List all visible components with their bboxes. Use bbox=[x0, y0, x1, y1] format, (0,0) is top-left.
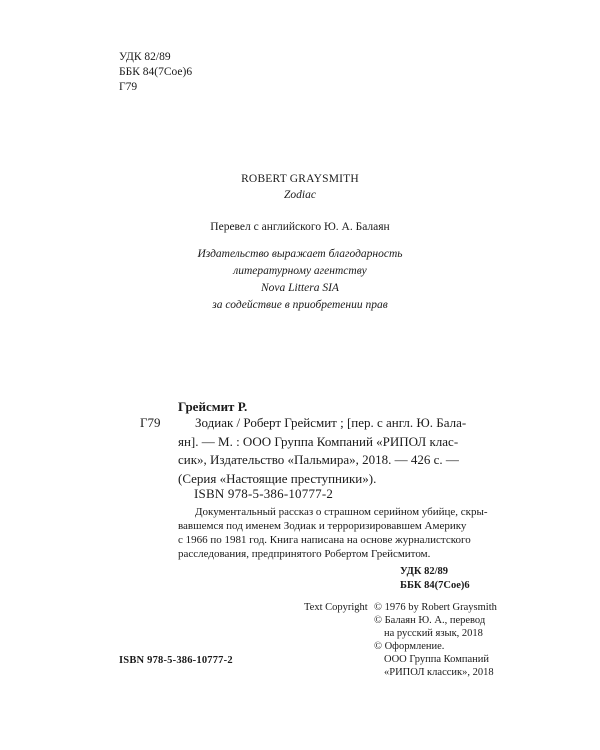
translator-line: Перевел с английского Ю. А. Балаян bbox=[210, 221, 390, 233]
copyright-line: © Оформление. bbox=[374, 641, 445, 652]
annotation-line: вавшемся под именем Зодиак и терроризировавшем Америку bbox=[178, 520, 467, 532]
annotation bbox=[178, 505, 488, 561]
catalog-description bbox=[178, 414, 478, 488]
copyright-line: © Балаян Ю. А., перевод bbox=[374, 615, 486, 626]
copyright-line: на русский язык, 2018 bbox=[384, 628, 483, 639]
copyright-line: ООО Группа Компаний bbox=[384, 654, 489, 665]
catalog-author-heading: Грейсмит Р. bbox=[178, 399, 248, 414]
acknowledgement-line: за содействие в приобретении прав bbox=[212, 299, 388, 311]
original-title: Zodiac bbox=[284, 189, 316, 201]
isbn-bottom: ISBN 978-5-386-10777-2 bbox=[119, 655, 233, 666]
original-author: ROBERT GRAYSMITH bbox=[241, 173, 359, 185]
acknowledgement-line: Издательство выражает благодарность bbox=[197, 248, 403, 260]
annotation-line: Документальный рассказ о страшном серийном убийце, скры- bbox=[195, 506, 488, 518]
bbk-code: ББК 84(7Сое)6 bbox=[119, 66, 193, 78]
acknowledgement-line: литературному агентству bbox=[233, 265, 367, 277]
udk-code: УДК 82/89 bbox=[119, 51, 171, 63]
bbk-code: ББК 84(7Сое)6 bbox=[400, 580, 470, 591]
copyright-line: «РИПОЛ классик», 2018 bbox=[384, 667, 494, 678]
annotation-line: расследования, предпринятого Робертом Грейсмитом. bbox=[178, 548, 431, 560]
catalog-line: Зодиак / Роберт Грейсмит ; [пер. с англ. Ю. Бала- bbox=[195, 415, 467, 430]
acknowledgement bbox=[0, 246, 600, 314]
copyright-label: Text Copyright bbox=[304, 602, 368, 613]
acknowledgement-line: Nova Littera SIA bbox=[261, 282, 339, 294]
udk-code: УДК 82/89 bbox=[400, 566, 449, 577]
classification-codes-right bbox=[400, 565, 470, 593]
catalog-line: ян]. — М. : ООО Группа Компаний «РИПОЛ клас- bbox=[178, 433, 459, 449]
author-mark: Г79 bbox=[119, 81, 138, 93]
catalog-line: (Серия «Настоящие преступники»). bbox=[178, 470, 377, 486]
catalog-line: сик», Издательство «Пальмира», 2018. — 426 с. — bbox=[178, 452, 459, 467]
catalog-author-mark: Г79 bbox=[140, 415, 161, 430]
catalog-isbn: ISBN 978-5-386-10777-2 bbox=[194, 486, 334, 501]
annotation-line: с 1966 по 1981 год. Книга написана на основе журналистского bbox=[178, 534, 471, 546]
copyright-line: © 1976 by Robert Graysmith bbox=[374, 602, 497, 613]
classification-codes bbox=[119, 50, 192, 95]
